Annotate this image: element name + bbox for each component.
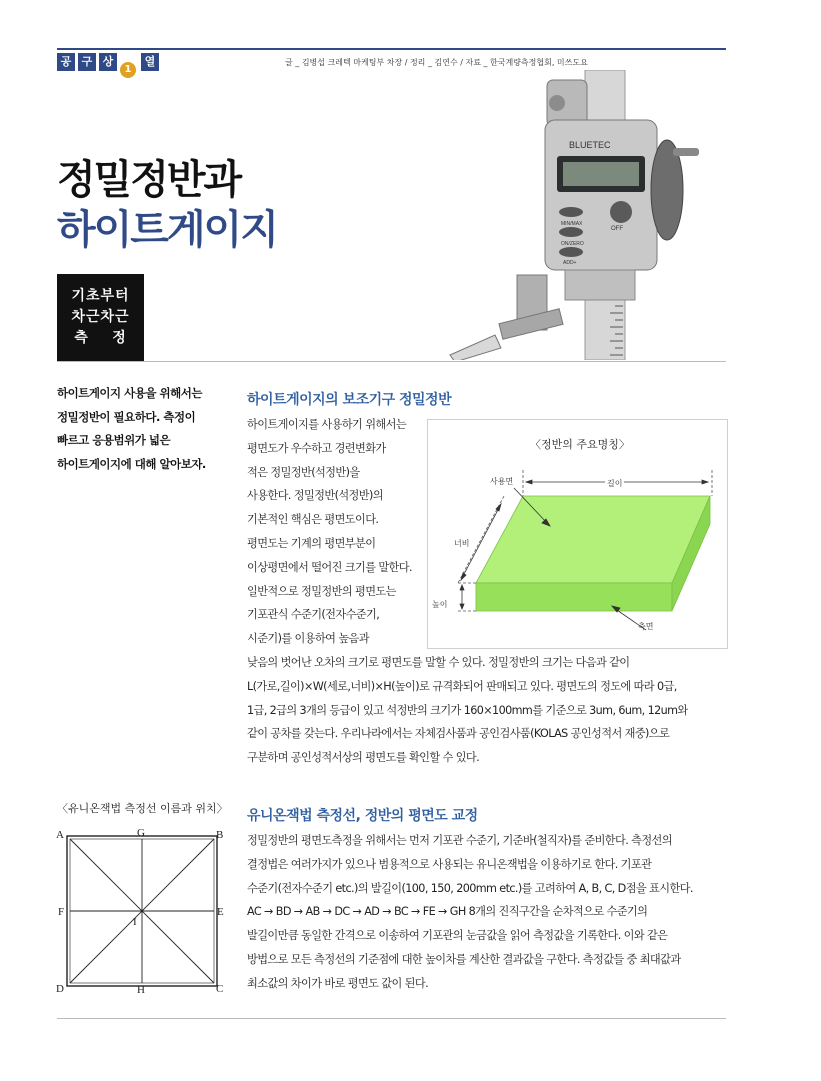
section2-text: [247, 829, 693, 996]
measurement-lines: [70, 839, 214, 983]
body-line: 수준기(전자수준기 etc.)의 발길이(100, 150, 200mm etc.)를 고려하여 A, B, C, D점을 표시한다.: [247, 881, 693, 895]
series-number-badge: 1: [120, 62, 136, 78]
svg-text:MIN/MAX: MIN/MAX: [561, 221, 583, 227]
brand-label: BLUETEC: [569, 140, 611, 150]
series-char-4: 열: [141, 53, 159, 71]
body-line: 평면도는 기계의 평면부분이: [247, 536, 376, 550]
svg-text:ON/ZERO: ON/ZERO: [561, 241, 584, 247]
body-line: 적은 정밀정반(석정반)을: [247, 465, 360, 479]
page-title-line1: 정밀정반과: [57, 157, 241, 203]
height-gauge-illustration: [445, 70, 735, 360]
lcd-display: [563, 162, 639, 186]
series-char-1: 공: [57, 53, 75, 71]
svg-text:OFF: OFF: [611, 226, 623, 232]
series-char-2: 구: [78, 53, 96, 71]
category-badge: [57, 274, 144, 362]
point-f: F: [58, 906, 65, 918]
badge-line3: 측 정: [74, 330, 127, 346]
body-line: 낮음의 벗어난 오차의 크기로 평면도를 말할 수 있다. 정밀정반의 크기는 다음과 같이: [247, 655, 630, 669]
clamp-screw: [549, 95, 565, 111]
point-g: G: [137, 827, 145, 839]
section2-heading: 유니온잭법 측정선, 정반의 평면도 교정: [247, 808, 478, 824]
body-line: AC → BD → AB → DC → AD → BC → FE → GH 8개의 진직구간을 순차적으로 수준기의: [247, 905, 648, 919]
body-line: 같이 공차를 갖는다. 우리나라에서는 자체검사품과 공인검사품(KOLAS 공인성적서 재중)으로: [247, 727, 670, 741]
label-side: 측면: [638, 622, 654, 631]
body-line: 시준기)를 이용하여 높음과: [247, 632, 369, 646]
on-zero-button: [559, 227, 583, 237]
section1-heading: 하이트게이지의 보조기구 정밀정반: [247, 392, 452, 408]
surface-plate-drawing: [428, 420, 727, 648]
point-a: A: [56, 829, 64, 841]
body-line: 기포관식 수준기(전자수준기,: [247, 608, 380, 622]
plate-front-face: [476, 583, 672, 611]
body-line: 구분하며 공인성적서상의 평면도를 확인할 수 있다.: [247, 751, 480, 765]
point-c: C: [216, 983, 224, 994]
svg-text:ADD+: ADD+: [563, 260, 577, 266]
point-i: I: [133, 916, 137, 928]
figure1-title: 〈정반의 주요명칭〉: [530, 438, 630, 451]
union-jack-diagram: [55, 826, 227, 994]
intro-text: [57, 382, 232, 476]
credit-line: 글 _ 김병섭 크레텍 마케팅부 차장 / 정리 _ 김연수 / 자료 _ 한국계량측정협회, 미쓰도요: [285, 58, 588, 67]
page-title-line2: 하이트게이지: [57, 207, 277, 253]
point-h: H: [137, 984, 145, 994]
body-line: 최소값의 차이가 바로 평면도 값이 된다.: [247, 976, 429, 990]
point-b: B: [216, 829, 224, 841]
body-line: 하이트게이지를 사용하기 위해서는: [247, 418, 407, 431]
body-line: 평면도가 우수하고 경련변화가: [247, 441, 386, 455]
section-divider: [57, 361, 726, 362]
label-width: 너비: [454, 539, 470, 548]
label-surface: 사용면: [490, 477, 514, 486]
label-length: 길이: [607, 479, 623, 488]
body-line: 이상평면에서 떨어진 크기를 말한다.: [247, 560, 412, 574]
header-rule: [57, 48, 726, 50]
wheel-handle: [673, 148, 699, 156]
scriber-tip: [450, 335, 501, 360]
point-e: E: [217, 906, 224, 918]
body-line: 사용한다. 정밀정반(석정반)의: [247, 489, 383, 503]
point-d: D: [56, 983, 64, 994]
intro-line: 하이트게이지 사용을 위해서는: [57, 386, 202, 400]
body-line: 결정법은 여러가지가 있으나 범용적으로 사용되는 유니온잭법을 이용하기로 한다. 기포관: [247, 857, 652, 871]
body-line: 발길이만큼 동일한 간격으로 이송하여 기포관의 눈금값을 읽어 측정값을 기록한다. 이와 같은: [247, 929, 668, 943]
plate-top-face: [476, 496, 710, 583]
badge-line2: 차근차근: [71, 309, 130, 325]
body-line: 기본적인 핵심은 평면도이다.: [247, 513, 379, 527]
label-height: 높이: [432, 600, 448, 609]
badge-line1: 기초부터: [71, 288, 130, 304]
series-char-3: 상: [99, 53, 117, 71]
body-line: L(가로,길이)×W(세로,너비)×H(높이)로 규격화되어 판매되고 있다. 평면도의 정도에 따라 0급,: [247, 679, 677, 693]
body-line: 방법으로 모든 측정선의 기준점에 대한 높이차를 계산한 결과값을 구한다. 측정값들 중 최대값과: [247, 952, 681, 966]
surface-plate-figure: [427, 419, 728, 649]
body-line: 1급, 2급의 3개의 등급이 있고 석정반의 크기가 160×100mm를 기준으로 3um, 6um, 12um와: [247, 703, 688, 717]
intro-line: 정밀정반이 필요하다. 측정이: [57, 409, 196, 424]
slider-block: [565, 270, 635, 300]
body-line: 일반적으로 정밀정반의 평면도는: [247, 584, 396, 598]
min-max-button: [559, 207, 583, 217]
off-button: [610, 201, 632, 223]
intro-line: 빠르고 응용범위가 넓은: [57, 433, 171, 447]
body-line: 정밀정반의 평면도측정을 위해서는 먼저 기포관 수준기, 기준바(철직자)를 준비한다. 측정선의: [247, 834, 672, 847]
add-button: [559, 247, 583, 257]
intro-line: 하이트게이지에 대해 알아보자.: [57, 456, 206, 471]
footer-rule: [57, 1018, 726, 1019]
figure2-title: 〈유니온잭법 측정선 이름과 위치〉: [57, 802, 228, 815]
